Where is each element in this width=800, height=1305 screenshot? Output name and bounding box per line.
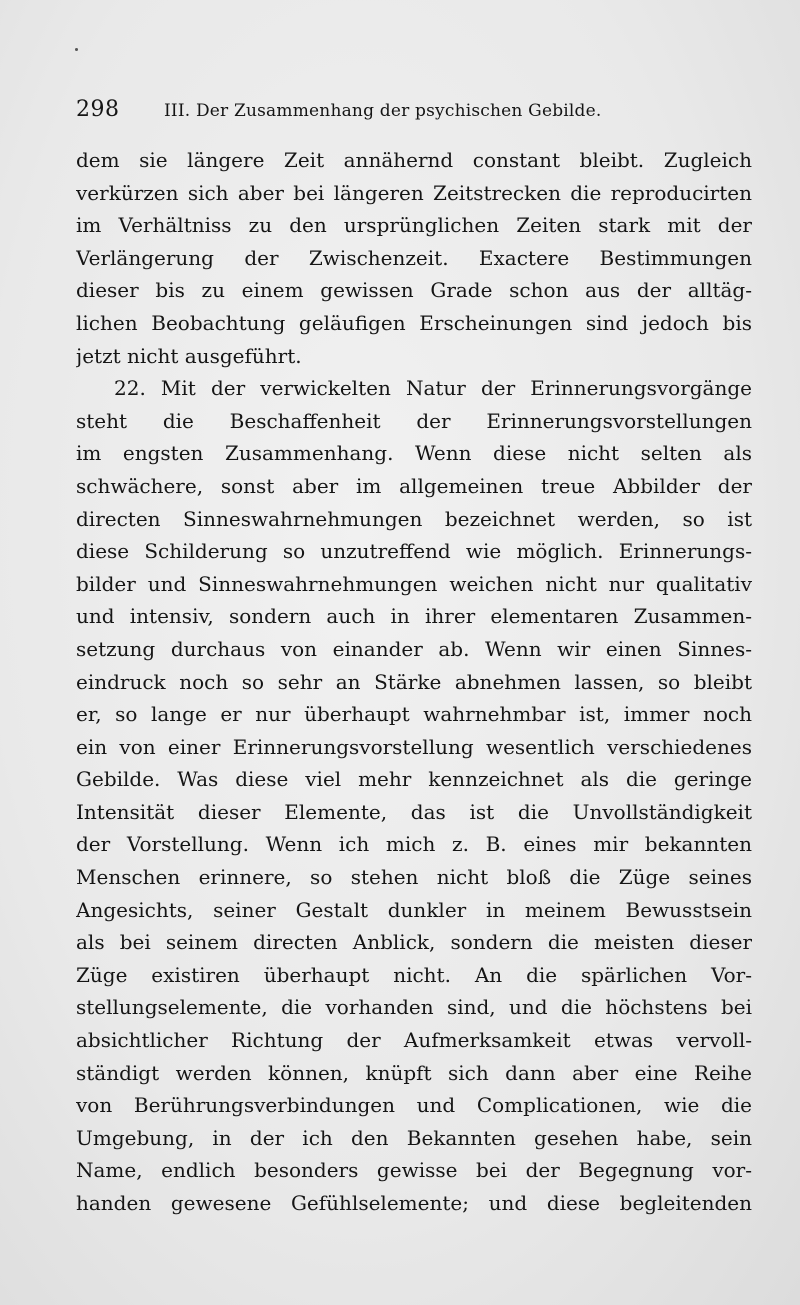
text-line: dem sie längere Zeit annähernd constant bleibt. Zugleich [76,148,752,172]
text-line: Verlängerung der Zwischenzeit. Exactere Bestimmungen [76,245,752,270]
text-line: von Berührungsverbindungen und Complicationen, wie die [76,1093,752,1118]
text-line: ein von einer Erinnerungsvorstellung wesentlich verschiedenes [76,734,752,759]
text-line: bilder und Sinneswahrnehmungen weichen nicht nur qualitativ [76,571,752,596]
text-line: dieser bis zu einem gewissen Grade schon aus der alltäg- [76,278,752,303]
text-line: verkürzen sich aber bei längeren Zeitstrecken die reproducirten [76,180,752,205]
text-line: diese Schilderung so unzutreffend wie möglich. Erinnerungs- [76,539,752,564]
text-line: setzung durchaus von einander ab. Wenn wir einen Sinnes- [76,636,752,661]
text-line: lichen Beobachtung geläufigen Erscheinungen sind jedoch bis [76,310,752,335]
text-line: Intensität dieser Elemente, das ist die Unvollständigkeit [76,799,752,824]
text-line: Name, endlich besonders gewisse bei der Begegnung vor- [76,1158,752,1183]
section-start-line: 22. Mit der verwickelten Natur der Erinnerungsvorgänge [114,376,752,401]
print-speck [75,48,78,51]
text-line: schwächere, sonst aber im allgemeinen treue Abbilder der [76,473,752,498]
text-line: eindruck noch so sehr an Stärke abnehmen lassen, so bleibt [76,669,752,694]
text-line: jetzt nicht ausgeführt. [76,343,302,368]
text-line: ständigt werden können, knüpft sich dann aber eine Reihe [76,1060,752,1085]
text-line: stellungselemente, die vorhanden sind, und die höchstens bei [76,995,752,1020]
body-text [76,144,752,1220]
running-head: III. Der Zusammenhang der psychischen Gebilde. [164,101,602,121]
page-header [76,97,756,127]
text-line: Gebilde. Was diese viel mehr kennzeichnet als die geringe [76,767,752,792]
text-line: absichtlicher Richtung der Aufmerksamkeit etwas vervoll- [76,1028,752,1053]
text-line: Menschen erinnere, so stehen nicht bloß die Züge seines [76,865,752,890]
text-line: der Vorstellung. Wenn ich mich z. B. eines mir bekannten [76,832,752,857]
text-line: und intensiv, sondern auch in ihrer elementaren Zusammen- [76,604,752,629]
text-line: steht die Beschaffenheit der Erinnerungsvorstellungen [76,408,752,433]
text-line: Umgebung, in der ich den Bekannten gesehen habe, sein [76,1125,752,1150]
text-line: im engsten Zusammenhang. Wenn diese nicht selten als [76,441,752,466]
text-line: im Verhältniss zu den ursprünglichen Zeiten stark mit der [76,213,752,238]
text-line: Angesichts, seiner Gestalt dunkler in meinem Bewusstsein [76,897,752,922]
text-line: handen gewesene Gefühlselemente; und diese begleitenden [76,1191,752,1215]
page-number: 298 [76,97,120,122]
text-line: er, so lange er nur überhaupt wahrnehmbar ist, immer noch [76,702,752,727]
text-line: Züge existiren überhaupt nicht. An die spärlichen Vor- [76,962,752,987]
text-line: directen Sinneswahrnehmungen bezeichnet werden, so ist [76,506,752,531]
text-line: als bei seinem directen Anblick, sondern die meisten dieser [76,930,752,955]
